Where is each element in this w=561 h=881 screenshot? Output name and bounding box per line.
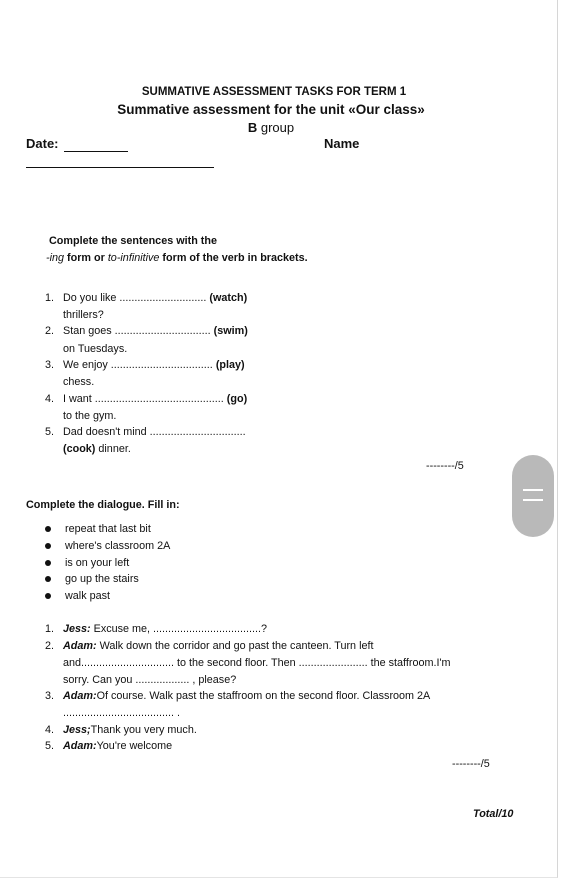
speaker-name: Adam: [63,690,97,702]
item-verb: (go) [226,393,248,405]
speaker-name: Jess: [63,623,91,635]
option-text: walk past [65,590,111,602]
line-number: 2. [45,640,55,652]
dialogue-line-3-cont: ..................................... . [63,707,180,719]
item-text: Dad doesn't mind ................................ [63,426,246,438]
date-label: Date: [26,136,59,151]
item-verb: (watch) [209,292,248,304]
task1-item-5 [45,426,246,438]
line-number: 4. [45,724,55,736]
scroll-handle[interactable] [512,455,554,537]
item-number: 1. [45,292,55,304]
toinf-text: to-infinitive [107,252,160,264]
group-label [0,120,542,135]
bullet-icon [45,560,51,566]
item-verb: (play) [215,359,245,371]
dialogue-line-3 [45,690,430,702]
item-verb: (swim) [213,325,248,337]
form-or-text: form or [64,252,108,264]
task1-item-4-cont: to the gym. [63,410,117,422]
dialogue-line-1 [45,623,267,635]
item-text: Do you like ............................. [63,292,207,304]
option-item [45,573,139,585]
name-label: Name [324,136,360,151]
item-number: 5. [45,426,55,438]
task1-item-4 [45,393,247,405]
dialogue-text: You're welcome [96,740,173,752]
date-blank-line [64,151,128,152]
grip-line-icon [523,489,543,491]
dialogue-line-2 [45,640,373,652]
bullet-icon [45,593,51,599]
item-text: Stan goes ................................ [63,325,211,337]
option-text: is on your left [65,557,130,569]
dialogue-text: Excuse me, ....................................? [90,623,268,635]
line-number: 1. [45,623,55,635]
grip-line-icon [523,499,543,501]
dialogue-text: Thank you very much. [90,724,197,736]
ing-text: -ing [46,252,65,264]
bullet-icon [45,576,51,582]
option-text: go up the stairs [65,573,139,585]
task1-instruction-line2 [46,252,308,264]
group-letter: B [247,120,258,135]
task1-item-3 [45,359,245,371]
option-item [45,540,170,552]
item-number: 4. [45,393,55,405]
name-blank-line [26,167,214,168]
option-text: where's classroom 2A [65,540,171,552]
item-number: 2. [45,325,55,337]
dialogue-line-4 [45,724,197,736]
option-text: repeat that last bit [65,523,151,535]
dialogue-line-5 [45,740,172,752]
speaker-name: Adam: [63,640,97,652]
task1-instruction-line1: Complete the sentences with the [49,235,217,247]
speaker-name: Adam: [63,740,97,752]
total-score: Total/10 [473,808,514,820]
task2-score: --------/5 [452,758,490,770]
item-verb: (cook) [63,443,96,455]
item-cont: dinner. [95,443,131,455]
dialogue-text: Of course. Walk past the staffroom on the second floor. Classroom 2A [96,690,431,702]
option-item [45,590,110,602]
bullet-icon [45,526,51,532]
dialogue-line-2-cont2: sorry. Can you .................. , please? [63,674,237,686]
document-title: SUMMATIVE ASSESSMENT TASKS FOR TERM 1 [141,86,407,98]
item-number: 3. [45,359,55,371]
document-subtitle: Summative assessment for the unit «Our class» [117,102,425,117]
group-word: group [257,120,295,135]
dialogue-text: Walk down the corridor and go past the canteen. Turn left [96,640,374,652]
task1-score: --------/5 [426,460,464,472]
task2-instruction: Complete the dialogue. Fill in: [26,499,180,511]
bullet-icon [45,543,51,549]
item-text: We enjoy .................................. [63,359,213,371]
line-number: 5. [45,740,55,752]
task1-item-2-cont: on Tuesdays. [63,343,128,355]
option-item [45,523,151,535]
task1-item-2 [45,325,248,337]
task1-item-1-cont: thrillers? [63,309,104,321]
instr-rest-text: form of the verb in brackets. [159,252,308,264]
task1-item-5-cont [63,443,131,455]
speaker-name: Jess; [63,724,91,736]
option-item [45,557,129,569]
task1-item-3-cont: chess. [63,376,95,388]
line-number: 3. [45,690,55,702]
item-text: I want ........................................... [63,393,224,405]
task1-item-1 [45,292,247,304]
dialogue-line-2-cont: and............................... to the second floor. Then ....................... the staffroom.I'm [63,657,451,669]
